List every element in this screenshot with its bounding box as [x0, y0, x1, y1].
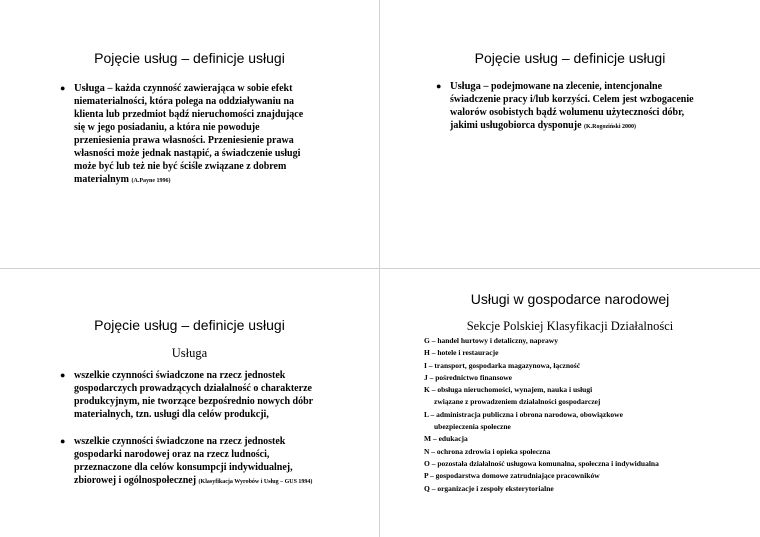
- slide-subtitle: Usługa: [171, 346, 208, 360]
- bullet-dot-icon: ●: [60, 83, 66, 93]
- slide-subtitle: Sekcje Polskiej Klasyfikacji Działalności: [466, 319, 674, 333]
- list-item: G – handel hurtowy i detaliczny, naprawy: [424, 336, 558, 345]
- citation: (Klasyfikacja Wyrobów i Usług – GUS 1994): [198, 479, 313, 485]
- slide-4: [380, 269, 760, 537]
- slide-3: [0, 269, 379, 537]
- bullet-dot-icon: ●: [60, 370, 66, 380]
- bullet-dot-icon: ●: [60, 436, 66, 446]
- term: Usługa: [74, 83, 105, 94]
- slide-title: Pojęcie usług – definicje usługi: [94, 50, 285, 66]
- list-item: N – ochrona zdrowia i opieka społeczna: [424, 446, 551, 456]
- list-item: I – transport, gospodarka magazynowa, łączność: [424, 360, 581, 370]
- citation: (A.Payne 1996): [131, 178, 171, 184]
- bullet-item: [60, 369, 324, 423]
- list-item: J – pośrednictwo finansowe: [424, 372, 512, 382]
- bullet-item: [436, 80, 710, 134]
- definition-text: – każda czynność zawierająca w sobie efekt niematerialności, która polega na oddziaływaniu na klienta lub przedmiot bądź nieruchomości znajdujące się w jego posiadaniu, a która nie powoduje przeniesienia prawa własności. Przeniesienie prawa własności może jednak nastąpić, a świadczenie usługi może być lub też nie być ściśle związane z dobrem materialnym: [74, 83, 304, 185]
- list-item: H – hotele i restauracje: [424, 348, 499, 358]
- list-item: P – gospodarstwa domowe zatrudniające pracowników: [424, 471, 600, 481]
- slide-2: [380, 0, 760, 268]
- bullet-item: [60, 435, 324, 489]
- list-item: O – pozostała działalność usługowa komunalna, społeczna i indywidualna: [424, 458, 659, 468]
- term: Usługa: [450, 81, 481, 92]
- list-item: L – administracja publiczna i obrona narodowa, obowiązkowe: [424, 409, 623, 419]
- bullet-text: wszelkie czynności świadczone na rzecz jednostek gospodarczych prowadzących działalność o charakterze produkcyjnym, nie tworzące bezpośrednio nowych dóbr materialnych, tzn. usługi dla celów produkcji,: [74, 370, 313, 420]
- slide-title: Pojęcie usług – definicje usługi: [94, 317, 285, 333]
- citation: (K.Rogoziński 2000): [584, 124, 637, 130]
- bullet-dot-icon: ●: [436, 81, 442, 91]
- slide-1: [0, 0, 379, 268]
- bullet-item: [60, 82, 310, 188]
- list-item-continuation: związane z prowadzeniem działalności gospodarczej: [434, 397, 601, 407]
- slide-title: Pojęcie usług – definicje usługi: [474, 50, 666, 66]
- section-list: [424, 335, 754, 495]
- list-item: Q – organizacje i zespoły eksterytorialne: [424, 483, 554, 493]
- list-item: K – obsługa nieruchomości, wynajem, nauka i usługi: [424, 385, 593, 395]
- definition-text: – podejmowane na zlecenie, intencjonalne świadczenie pracy i/lub korzyści. Celem jest wzbogacenie walorów osobistych bądź wolumenu użyteczności dóbr, jakimi usługobiorca dysponuje: [450, 81, 694, 131]
- bullet-text: wszelkie czynności świadczone na rzecz jednostek gospodarki narodowej oraz na rzecz ludności, przeznaczone dla celów konsumpcji indywidualnej, zbiorowej i ogólnospołecznej: [74, 436, 293, 486]
- list-item: M – edukacja: [424, 434, 468, 444]
- slide-title: Usługi w gospodarce narodowej: [470, 291, 670, 307]
- list-item-continuation: ubezpieczenia społeczne: [434, 422, 511, 432]
